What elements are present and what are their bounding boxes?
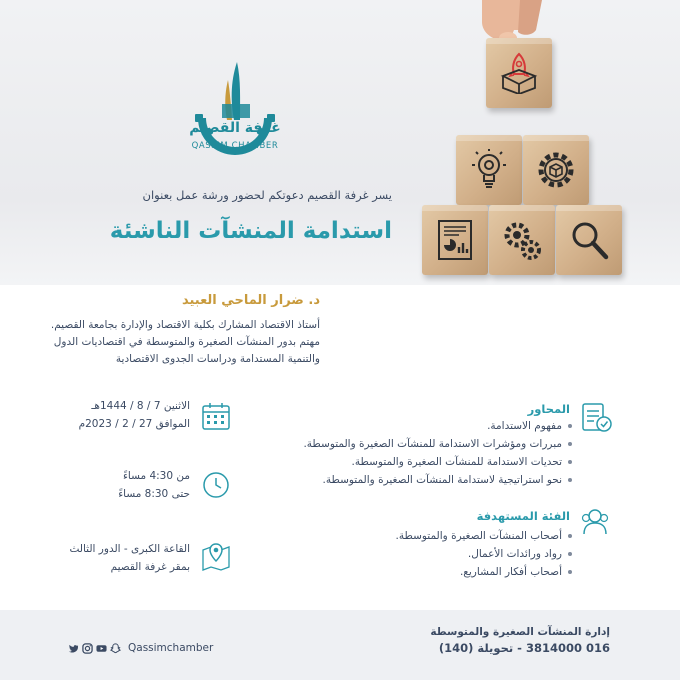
audience-list-item: رواد ورائدات الأعمال. [242,548,572,560]
cube-report [422,205,488,275]
axes-list-item: مبررات ومؤشرات الاستدامة للمنشآت الصغيرة والمتوسطة. [242,438,572,450]
speaker-bio-line: والتنمية المستدامة ودراسات الجدوى الاقتصادية [115,353,320,365]
invitation-text: يسر غرفة القصيم دعوتكم لحضور ورشة عمل بعنوان [142,188,392,202]
report-chart-icon [435,219,475,261]
audience-title: الفئة المستهدفة [476,509,570,523]
logo-name-english: QASSIM CHAMBER [191,141,279,151]
twitter-icon[interactable] [68,643,79,654]
cube-gear-box [523,135,589,205]
gears-icon [502,219,542,261]
cube-rocket [486,38,552,108]
map-pin-icon [200,540,232,572]
gear-box-icon [536,149,576,191]
instagram-icon[interactable] [82,643,93,654]
workshop-title: استدامة المنشآت الناشئة [109,218,392,244]
clock-icon [201,470,231,500]
event-date-hijri: الاثنين 7 / 8 / 1444هـ [91,400,190,412]
event-date-gregorian: الموافق 27 / 2 / 2023م [78,418,190,430]
social-links [68,640,213,656]
people-icon [578,504,612,538]
logo-name-arabic: غرفة القصيم [189,120,281,136]
youtube-icon[interactable] [96,643,107,654]
axes-title: المحاور [527,402,570,416]
footer-phone: 016 3814000 - تحويلة (140) [438,641,610,655]
cube-magnifier [556,205,622,275]
checklist-icon [578,400,614,436]
calendar-icon [200,400,232,432]
event-location-line: بمقر غرفة القصيم [110,561,190,573]
lightbulb-gear-icon [469,149,509,191]
axes-list-item: مفهوم الاستدامة. [242,420,572,432]
audience-list-item: أصحاب أفكار المشاريع. [242,566,572,578]
rocket-box-icon [499,52,539,94]
axes-list-item: تحديات الاستدامة للمنشآت الصغيرة والمتوسطة. [242,456,572,468]
speaker-name: د. ضرار الماحي العبيد [181,293,320,308]
snapchat-icon[interactable] [110,643,121,654]
speaker-bio-line: مهتم بدور المنشآت الصغيرة والمتوسطة في اقتصاديات الدول [53,336,320,348]
cube-lightbulb [456,135,522,205]
audience-list-item: أصحاب المنشآت الصغيرة والمتوسطة. [242,530,572,542]
magnifier-icon [569,219,609,261]
axes-list-item: نحو استراتيجية لاستدامة المنشآت الصغيرة والمتوسطة. [242,474,572,486]
event-time-to: حتى 8:30 مساءً [118,488,190,500]
speaker-bio-line: أستاذ الاقتصاد المشارك بكلية الاقتصاد والإدارة بجامعة القصيم. [50,319,320,331]
cube-gears [489,205,555,275]
footer-organization: إدارة المنشآت الصغيرة والمتوسطة [430,626,610,638]
social-handle[interactable]: Qassimchamber [128,642,214,654]
event-location-line: القاعة الكبرى - الدور الثالث [69,543,190,555]
event-time-from: من 4:30 مساءً [122,470,190,482]
